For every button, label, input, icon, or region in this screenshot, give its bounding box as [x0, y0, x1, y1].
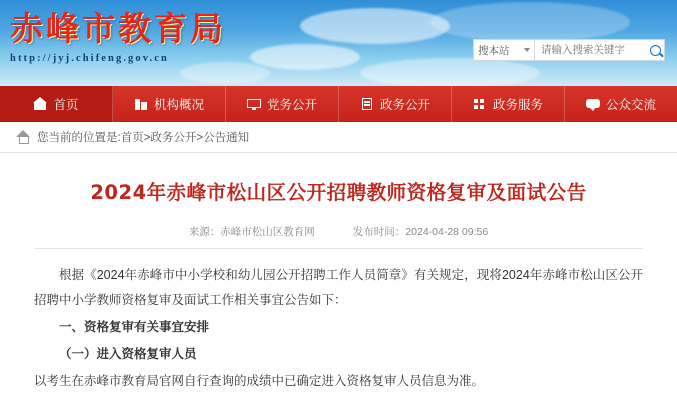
article-source: 来源：赤峰市松山区教育网 [188, 226, 315, 239]
cloud-decoration [430, 2, 630, 42]
search-area [473, 38, 665, 62]
cloud-decoration [180, 62, 270, 84]
article-heading-2: （一）进入资格复审人员 [59, 347, 197, 362]
article-publish-time: 发布时间：2024-04-28 09:56 [352, 226, 489, 239]
nav-item-label: 机构概况 [153, 98, 204, 112]
nav-item-home[interactable] [0, 86, 113, 122]
search-box [535, 39, 665, 61]
search-scope-select[interactable] [473, 39, 535, 61]
nav-item-label: 首页 [53, 98, 79, 112]
search-scope-label: 搜本站 [478, 44, 510, 57]
screen-icon [247, 97, 261, 111]
nav-item-label: 政务服务 [492, 98, 543, 112]
cloud-decoration [360, 58, 540, 86]
home-icon [33, 97, 47, 111]
nav-item-party-affairs[interactable] [226, 86, 339, 122]
main-navigation [0, 86, 677, 122]
cloud-decoration [300, 8, 450, 44]
article-paragraph: 根据《2024年赤峰市中小学校和幼儿园公开招聘工作人员简章》有关规定，现将2024年赤峰市松山区公开招聘中小学教师资格复审及面试工作相关事宜公告如下： [34, 268, 643, 308]
article-heading-1: 一、资格复审有关事宜安排 [59, 320, 210, 335]
nav-item-public-exchange[interactable] [565, 86, 677, 122]
nav-item-government-disclosure[interactable] [339, 86, 452, 122]
article-meta [34, 224, 643, 249]
chevron-down-icon [524, 48, 530, 52]
document-icon [360, 97, 374, 111]
article-body [34, 263, 643, 394]
article [0, 153, 677, 394]
search-input[interactable] [535, 43, 647, 57]
site-title: 赤峰市教育局 [10, 9, 226, 48]
page-title: 2024年赤峰市松山区公开招聘教师资格复审及面试公告 [90, 181, 587, 204]
article-paragraph: 以考生在赤峰市教育局官网自行查询的成绩中已确定进入资格复审人员信息为准。 [34, 374, 485, 389]
nav-item-label: 政务公开 [379, 98, 430, 112]
nav-item-organization[interactable] [113, 86, 226, 122]
breadcrumb-text[interactable]: 您当前的位置是:首页>政务公开>公告通知 [37, 132, 250, 144]
grid-icon [473, 97, 487, 111]
nav-item-government-services[interactable] [452, 86, 565, 122]
breadcrumb [0, 122, 677, 153]
nav-item-label: 党务公开 [266, 98, 317, 112]
search-icon [650, 45, 661, 56]
site-url: http://jyj.chifeng.gov.cn [10, 53, 169, 65]
nav-item-label: 公众交流 [605, 98, 656, 112]
site-banner [0, 0, 677, 86]
site-logo[interactable] [10, 8, 280, 64]
chat-icon [586, 97, 600, 111]
search-button[interactable] [647, 39, 664, 61]
building-icon [134, 97, 148, 111]
home-icon[interactable] [16, 130, 31, 144]
